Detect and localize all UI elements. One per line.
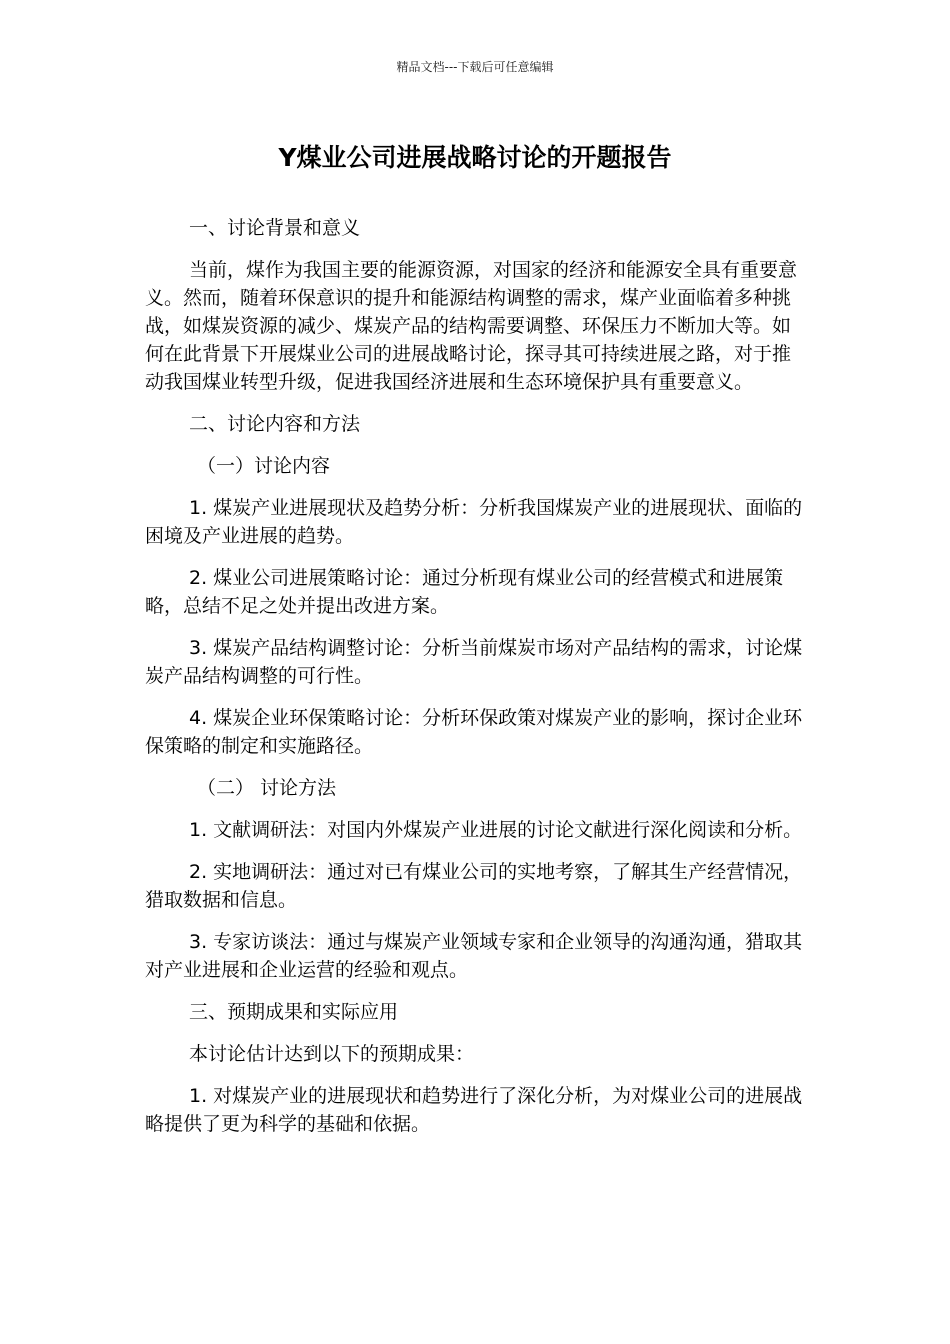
list-item: 1. 文献调研法：对国内外煤炭产业进展的讨论文献进行深化阅读和分析。 — [189, 819, 803, 841]
section-2-1-heading: （一）讨论内容 — [197, 455, 331, 477]
section-2-heading: 二、讨论内容和方法 — [189, 413, 361, 435]
document-body — [145, 214, 805, 1138]
section-1-paragraph: 当前，煤作为我国主要的能源资源，对国家的经济和能源安全具有重要意义。然而，随着环保意识的提升和能源结构调整的需求，煤产业面临着多种挑战，如煤炭资源的减少、煤炭产品的结构需要调整、环保压力不断加大等。如何在此背景下开展煤业公司的进展战略讨论，探寻其可持续进展之路，对于推动我国煤业转型升级，促进我国经济进展和生态环境保护具有重要意义。 — [145, 259, 798, 393]
section-3-intro: 本讨论估计达到以下的预期成果： — [189, 1043, 475, 1065]
page-header: 精品文档---下载后可任意编辑 — [396, 60, 554, 74]
list-item: 2. 实地调研法：通过对已有煤业公司的实地考察，了解其生产经营情况，猎取数据和信息。 — [145, 861, 803, 911]
list-item: 4. 煤炭企业环保策略讨论：分析环保政策对煤炭产业的影响，探讨企业环保策略的制定和实施路径。 — [145, 707, 803, 757]
list-item: 2. 煤业公司进展策略讨论：通过分析现有煤业公司的经营模式和进展策略，总结不足之处并提出改进方案。 — [145, 567, 784, 617]
section-3-heading: 三、预期成果和实际应用 — [189, 1001, 399, 1023]
list-item: 1. 对煤炭产业的进展现状和趋势进行了深化分析，为对煤业公司的进展战略提供了更为科学的基础和依据。 — [145, 1085, 803, 1135]
section-1-heading: 一、讨论背景和意义 — [189, 217, 361, 239]
section-2-2-heading: （二） 讨论方法 — [197, 777, 337, 799]
list-item: 1. 煤炭产业进展现状及趋势分析：分析我国煤炭产业的进展现状、面临的困境及产业进展的趋势。 — [145, 497, 803, 547]
list-item: 3. 煤炭产品结构调整讨论：分析当前煤炭市场对产品结构的需求，讨论煤炭产品结构调整的可行性。 — [145, 637, 803, 687]
document-title: Y煤业公司进展战略讨论的开题报告 — [278, 143, 672, 172]
list-item: 3. 专家访谈法：通过与煤炭产业领域专家和企业领导的沟通沟通，猎取其对产业进展和企业运营的经验和观点。 — [145, 931, 803, 981]
